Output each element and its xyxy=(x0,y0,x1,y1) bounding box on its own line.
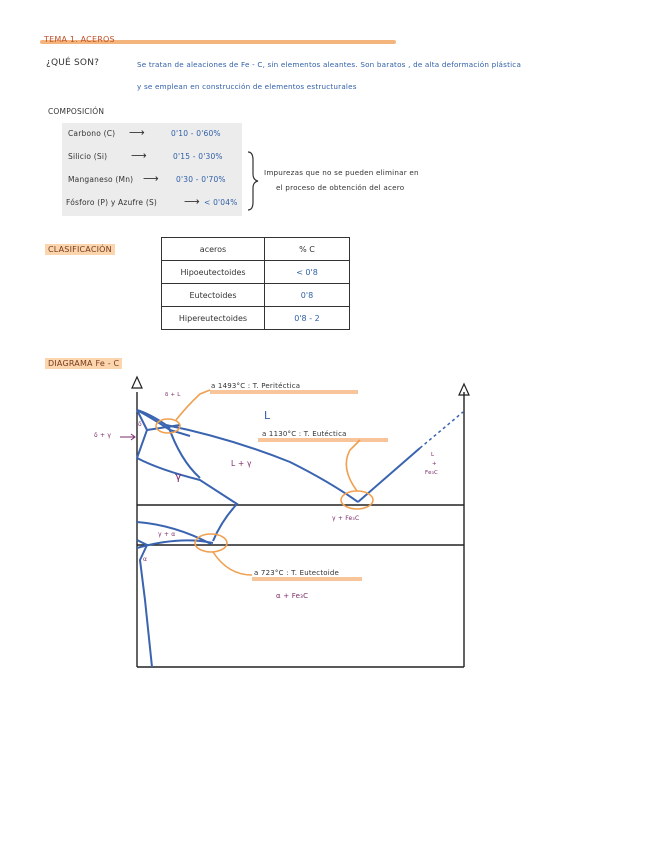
arrow-icon: ⟶ xyxy=(131,149,147,162)
phase-label-alpha-fe3c: α + Fe₃C xyxy=(276,592,309,600)
eutectoid-leader xyxy=(213,552,252,575)
eutectic-highlight xyxy=(341,491,373,509)
composicion-note-line-1: Impurezas que no se pueden eliminar en xyxy=(264,168,419,177)
composicion-note-line-2: el proceso de obtención del acero xyxy=(276,183,405,192)
eutectoide-highlight-bar xyxy=(252,577,362,581)
solidus xyxy=(137,458,237,541)
que-son-line-2: y se emplean en construcción de elementos estructurales xyxy=(137,82,357,91)
phase-label-gamma-fe3c: γ + Fe₃C xyxy=(332,515,360,522)
annotation-eutectica: a 1130°C : T. Eutéctica xyxy=(262,430,347,438)
composicion-label: COMPOSICIÓN xyxy=(48,107,105,116)
table-header-cell: aceros xyxy=(162,238,265,261)
phase-label-liquid: L xyxy=(264,409,271,422)
gamma-alpha-lower xyxy=(137,540,213,548)
comp-element-manganeso: Manganeso (Mn) xyxy=(68,175,134,184)
phase-label-gamma: γ xyxy=(175,470,182,483)
que-son-line-1: Se tratan de aleaciones de Fe - C, sin elementos aleantes. Son baratos , de alta deformación plástica xyxy=(137,60,522,69)
phase-label-l-fe3c-plus: + xyxy=(432,461,437,467)
comp-element-fosforo-azufre: Fósforo (P) y Azufre (S) xyxy=(66,198,158,207)
eutectic-leader xyxy=(346,440,360,491)
phase-label-l-gamma: L + γ xyxy=(231,459,252,468)
phase-label-delta-gamma: δ + γ xyxy=(94,432,112,439)
diagrama-label: DIAGRAMA Fe - C xyxy=(45,358,122,369)
comp-range-silicio: 0'15 - 0'30% xyxy=(173,152,223,161)
delta-boundary xyxy=(137,410,147,458)
phase-label-gamma-alpha: γ + α xyxy=(158,531,176,538)
liquidus-dashed xyxy=(420,412,463,448)
table-cell: 0'8 xyxy=(265,284,350,307)
arrow-icon: ⟶ xyxy=(184,195,200,208)
phase-label-alpha: α xyxy=(143,556,148,563)
liquidus-left xyxy=(137,410,358,502)
axis-arrow-icon xyxy=(132,377,142,388)
arrow-icon: ⟶ xyxy=(143,172,159,185)
table-cell: Hipoeutectoides xyxy=(162,261,265,284)
table-header-cell: % C xyxy=(265,238,350,261)
page-title: TEMA 1. ACEROS xyxy=(44,35,115,44)
comp-element-silicio: Silicio (Si) xyxy=(68,152,108,161)
table-cell: < 0'8 xyxy=(265,261,350,284)
annotation-peritectica: a 1493°C : T. Peritéctica xyxy=(211,382,301,390)
phase-label-delta: δ xyxy=(138,421,142,428)
table-cell: Hipereutectoides xyxy=(162,307,265,330)
annotation-eutectoide: a 723°C : T. Eutectoide xyxy=(254,569,340,577)
phase-label-l-fe3c-top: L xyxy=(431,452,435,458)
phase-label-delta-l: δ + L xyxy=(165,392,181,398)
phase-label-l-fe3c-bottom: Fe₃C xyxy=(425,470,439,476)
comp-range-carbono: 0'10 - 0'60% xyxy=(171,129,221,138)
eutectica-highlight-bar xyxy=(258,438,388,442)
comp-range-manganeso: 0'30 - 0'70% xyxy=(176,175,226,184)
peritectica-highlight-bar xyxy=(210,390,358,394)
peritectic-leader xyxy=(176,390,210,420)
table-cell: 0'8 - 2 xyxy=(265,307,350,330)
arrow-icon: ⟶ xyxy=(129,126,145,139)
que-son-label: ¿QUÉ SON? xyxy=(46,58,100,68)
comp-element-carbono: Carbono (C) xyxy=(68,129,116,138)
clasificacion-label: CLASIFICACIÓN xyxy=(45,244,115,255)
table-cell: Eutectoides xyxy=(162,284,265,307)
comp-range-fosforo-azufre: < 0'04% xyxy=(204,198,238,207)
